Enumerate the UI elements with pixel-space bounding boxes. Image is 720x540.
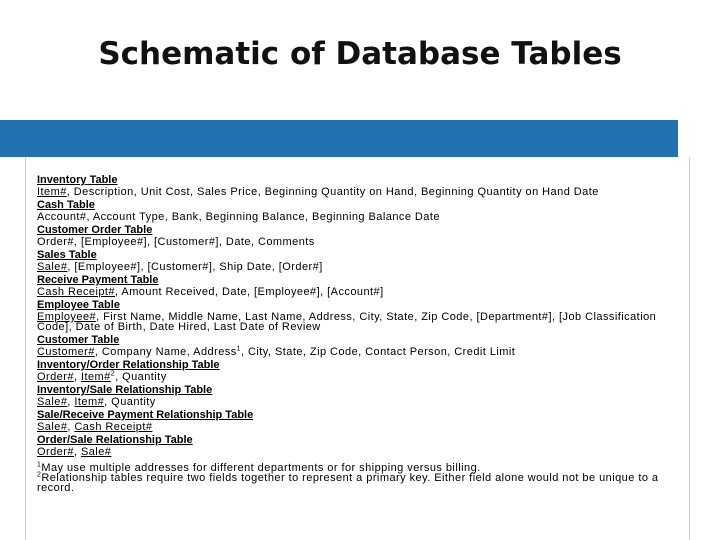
table-name: Employee Table [37, 299, 120, 311]
table-fields [37, 397, 683, 407]
key-field: Item# [74, 396, 105, 408]
field-text: , Quantity [104, 396, 156, 408]
table-name: Order/Sale Relationship Table [37, 434, 193, 446]
field-text: , Amount Received, Date, [Employee#], [Account#] [115, 286, 384, 298]
key-field: Customer# [37, 346, 95, 358]
schema-document [25, 157, 690, 540]
key-field: Item# [80, 371, 111, 383]
table-fields [37, 187, 683, 197]
table-name: Sale/Receive Payment Relationship Table [37, 409, 254, 421]
table-name: Inventory Table [37, 174, 118, 186]
schema-table [37, 334, 683, 357]
schema-table [37, 274, 683, 297]
key-field: Sale# [37, 421, 68, 433]
footnote [37, 473, 683, 493]
key-field: Order# [37, 371, 74, 383]
table-name: Customer Order Table [37, 224, 153, 236]
footnote-number: 1 [37, 461, 42, 469]
key-field: Item# [37, 186, 67, 198]
schema-table [37, 224, 683, 247]
table-fields [37, 372, 683, 382]
footnote-marker: 1 [236, 345, 241, 353]
field-text: , [67, 396, 75, 408]
table-name: Cash Table [37, 199, 95, 211]
key-field: Sale# [37, 396, 68, 408]
key-field: Cash Receipt# [37, 286, 115, 298]
field-text: , City, State, Zip Code, Contact Person, Credit Limit [241, 346, 516, 358]
header-band [0, 120, 678, 157]
footnote-text: May use multiple addresses for different departments or for shipping versus billing. [41, 462, 481, 474]
table-fields [37, 447, 683, 457]
table-name: Customer Table [37, 334, 120, 346]
table-fields [37, 312, 683, 332]
schema-table [37, 409, 683, 432]
table-list [37, 174, 683, 457]
field-text: , Description, Unit Cost, Sales Price, Beginning Quantity on Hand, Beginning Quantity on Hand Date [66, 186, 599, 198]
schema-table [37, 249, 683, 272]
table-fields [37, 212, 683, 222]
schema-table [37, 299, 683, 332]
table-fields [37, 347, 683, 357]
field-text: , [73, 371, 81, 383]
field-text: , [73, 446, 81, 458]
table-fields [37, 237, 683, 247]
key-field: Cash Receipt# [74, 421, 153, 433]
footnote-text: Relationship tables require two fields together to represent a primary key. Either field alone would not be unique to a record. [37, 472, 659, 494]
field-text: Account#, Account Type, Bank, Beginning Balance, Beginning Balance Date [37, 211, 440, 223]
key-field: Order# [37, 446, 74, 458]
field-text: , Quantity [115, 371, 167, 383]
table-name: Receive Payment Table [37, 274, 159, 286]
table-name: Sales Table [37, 249, 97, 261]
footnote-marker: 2 [110, 370, 116, 378]
schema-table [37, 359, 683, 382]
footnotes [37, 463, 683, 493]
table-name: Inventory/Order Relationship Table [37, 359, 220, 371]
table-fields [37, 287, 683, 297]
schema-table [37, 199, 683, 222]
table-name: Inventory/Sale Relationship Table [37, 384, 213, 396]
table-fields [37, 422, 683, 432]
schema-table [37, 384, 683, 407]
key-field: Sale# [80, 446, 112, 458]
field-text: , First Name, Middle Name, Last Name, Address, City, State, Zip Code, [Department#], [Job Classification Code], Date of Birth, Date Hired, Last Date of Review [37, 311, 657, 333]
footnote-number: 2 [37, 471, 42, 479]
key-field: Employee# [37, 311, 97, 323]
schema-table [37, 174, 683, 197]
field-text: , Company Name, Address [94, 346, 237, 358]
field-text: Order#, [Employee#], [Customer#], Date, Comments [37, 236, 315, 248]
key-field: Sale# [37, 261, 68, 273]
table-fields [37, 262, 683, 272]
schema-table [37, 434, 683, 457]
field-text: , [67, 421, 75, 433]
slide-title: Schematic of Database Tables [98, 36, 622, 72]
field-text: , [Employee#], [Customer#], Ship Date, [Order#] [67, 261, 323, 273]
